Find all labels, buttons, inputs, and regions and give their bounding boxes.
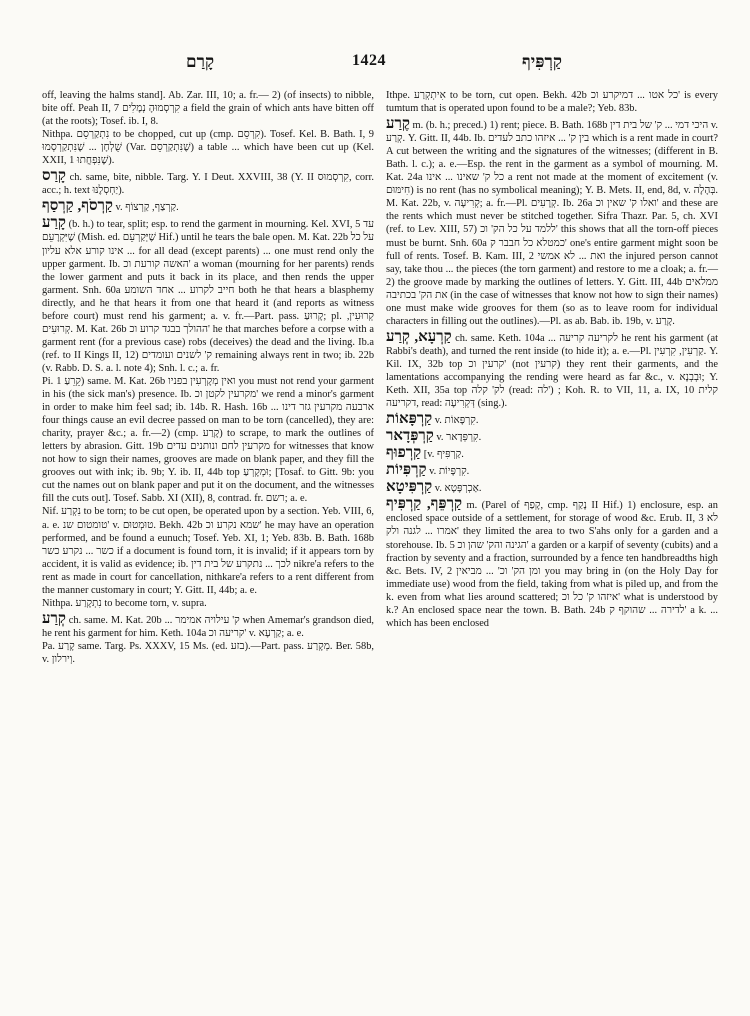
dictionary-entry [42, 611, 374, 640]
dictionary-entry [42, 168, 374, 197]
entry-definition: v. קִרְפָּאוֹת. [434, 415, 479, 427]
dictionary-entry [42, 198, 374, 214]
right-running-headword: קַרְפִּיף [522, 52, 562, 71]
entry-headword: קְרַע [42, 610, 66, 627]
entry-headword: קַרְפִּיוֹת [386, 462, 427, 479]
entry-definition: ch. same, bite, nibble. Targ. Y. I Deut. XXVIII, 38 (Y. II קִרְסְמוּס, corr. acc.; h. text יַחְסְלֶנּוּ). [42, 172, 374, 197]
ithpe-subentry: Ithpe. אִיתְקְרַע to be torn, cut open. Bekh. 42b כל אטו ... דמיקרע וכ' is every tumtum that is operated upon found to be a male?; Yeb. 83b. [386, 90, 718, 115]
dictionary-entry [386, 462, 718, 478]
pa-subentry: Pa. קָרַע same. Targ. Ps. XXXV, 15 Ms. (ed. בזע).—Part. pass. מְקָרַע. Ber. 58b, v. וְירלון. [42, 640, 374, 665]
entry-definition: v. קַרְצַף, קַרְצוֹף. [115, 202, 179, 214]
entry-headword: קַרְעָא, קְרַע [386, 328, 452, 345]
dictionary-entry [386, 445, 718, 461]
left-running-headword: קָרַם [186, 52, 215, 71]
dictionary-entry [42, 215, 374, 375]
entry-definition: v. קִרְפְּדָאר. [436, 432, 482, 444]
entry-headword: קַרְפְּדָאר [386, 428, 434, 445]
nithpa-subentry: Nithpa. נִתְקַרְסֵם to be chopped, cut up (cmp. קִרְסֵם). Tosef. Kel. B. Bath. I, 9 שֻׁלְחָן ... שֶׁנִּתְקַרְסְמוּ (Var. שֶׁנִּתְקַרְסֵם) a table ... which have been cut up (Kel. XXII, 1 שֶׁנִּפְחֲתוּ). [42, 129, 375, 167]
entry-headword: קַרְפוּף [386, 445, 422, 462]
entry-headword: קַרְפֵּף, קַרְפִּיף [386, 496, 462, 513]
nithpa-subentry: Nithpa. נִתְקָרַע to become torn, v. supra. [42, 597, 207, 609]
entry-definition: (b. h.) to tear, split; esp. to rend the garment in mourning. Kel. XVI, 5 עד שֶׁיִּקְרָעֵם (Mish. ed. שֶׁיְּקַרְעֵם Hif.) until he tears the bale open. M. Kat. 22b על כל ... אינו קורע אלא עליון for all dead (except parents) ... one must rend only the upper garment. Ib. האשה קורעת וכ' a woman (mourning for her parents) rends the lower garment and puts it back in its place, and then rends the upper garment. Snh. 60a חייב לקרוע ... אחד השומע both he that hears a blasphemy directly, and he that hears it from one that heard it (and reports as witness before court) must rend his garment; a. v. fr.—Part. pass. קָרוּעַ; pl. קְרוּעִין, קְרוּעִים. M. Kat. 26b ההולך בבגד קרוע וכ' he that marches before a corpse with a garment rent (for a previous case) robs (deceives) the dead and the living. Ib.a (ref. to II Kings II, 12) ק' לשנים ועומדים remaining always rent in two; ib. 22b (v. Rabb. D. S. a. l. note 4); Snh. l. c.; a. fr. [42, 219, 375, 374]
page-number: 1424 [352, 52, 386, 69]
dictionary-entry [386, 428, 718, 444]
continued-entry-text: off, leaving the halms stand]. Ab. Zar. III, 10; a. fr.— 2) (of insects) to nibble, bite off. Peah II, 7 קִרְסְמוּהָ נְמָלִים a field the grain of which ants have bitten off (at the roots); Tosef. ib. I, 8. [42, 90, 374, 128]
dictionary-entry [386, 479, 718, 495]
entry-headword: קֶרַע [386, 116, 410, 133]
entry-definition: [v. קַרְפִּיף. [423, 449, 464, 461]
entry-definition: m. (b. h.; preced.) 1) rent; piece. B. Bath. 168b היכי דמי ... ק' של בית דין v. קְרַע. Y. Gitt. II, 44b. Ib. בין ק' ... איזהו כתב לעדים which is a rent made in court? A cut between the writing and the signatures of the witnesses; (different in B. Bath. l. c.); a. e.—Esp. the rent in the garment as a symbol of mourning. M. Kat. 24a כל ק' שאינו ... אינו a rent not made at the moment of excitement (v. חִימּוּם) is no rent (has no symbolical meaning); Y. B. Mets. II, end, 8d, v. בְּהָלָה. M. Kat. 22b, v. קְרִיעָה; a. fr.—Pl. קְרָעִים. Ib. 26a ואלו ק' שאין וכ' and these are the rents which must never be stitched together. Sifra Thazr. Par. 5, ch. XVI (ref. to Lev. XIII, 57) ללמד על כל הק' וכ' this shows that all the torn-off pieces must be burnt. Snh. 60a כמטלא כל חבבר ק' one's entire garment might soon be full of rents. Tosef. B. Kam. III, 2 ואת ... לא אמשי the injured person cannot say, take thou ... the pieces (the torn garment) and restore to me a cloak; a. fr.—2) the groove made by marking the outlines of letters. Y. Gitt. III, 44b ממלאים את הק' בכתיבה (in the case of witnesses that know not how to sign their names) one must make wide grooves for them (so as to leave room for individual characters in filling out the outlines).—Pl. as ab. Bab. ib. 19b, v. קָרַע. [386, 120, 718, 327]
nif-subentry: Nif. נִקְרַע to be torn; to be cut open, be operated upon by a section. Yeb. VIII, 6, a. e. טומטום שנ' v. טוּמְטוּם. Bekh. 42b שמא נקרע וכ' he may have an operation performed, and be found a eunuch; Tosef. Yeb. XI, 1; Yeb. 83b. B. Bath. 168b כשר ... נקרע כשר if a document is found torn, it is invalid; if it appears torn by accident, it is valid as evidence; ib. לכך ... נתקרע של בית דין nikre'a refers to the rent as made in court for cancellation, nithkare'a refers to a rent different from the manner customary in court; Y. Gitt. II, 44b; a. e. [42, 506, 375, 596]
right-column [386, 89, 718, 630]
entry-definition: m. (Parel of קָפַף, cmp. נָקַף II Hif.) 1) enclosure, esp. an enclosed space outside of a settlement, for storage of wood &c. Erub. II, 3 לא אמרו ... לגנה ולק' they limited the area to two S'ahs only for a garden and a storehouse. Ib. 5 הגינה והק' שהן וכ' a garden or a karpif of seventy (cubits) and a fraction by seventy and a fraction, surrounded by a fence ten handbreadths high &c. Bets. IV, 2 ומן הק' וכ' ... מביאין you may bring in (on the Holy Day for immediate use) wood from the field, taking from what is piled up, and from the k. even from what lies around scattered; איזהו ק' כל וכ' what is understood by k.? An enclosed space near the town. B. Bath. 24b לדירה ... שהוקף ק' a k. ... which has been enclosed [386, 500, 718, 629]
entry-headword: קַרְפָּאוֹת [386, 411, 433, 428]
dictionary-entry [386, 329, 718, 410]
entry-headword: קַרְפִּיטָא [386, 479, 433, 496]
entry-headword: קָרַס [42, 168, 66, 185]
dictionary-entry [386, 411, 718, 427]
left-column [42, 89, 374, 666]
entry-definition: v. אַכְרְפָּטָא. [434, 483, 482, 495]
entry-definition: ch. same. Keth. 104a ... לקריעה קריעה he rent his garment (at Rabbi's death), and turned the rent inside (to hide it); a. e.—Pl. קַרְעִין, קִרְעִין. Y. Kil. IX, 32b top קרעין וכ' (not קרעין) they rent their garments, and the lamentations accompanying the rending were heard as far &c., v. וּבְבְנָא; Y. Keth. XII, 35a top לק' קלה (read: לה') ; Koh. R. to VII, 11, a. IX, 10 קלית דקריעה, read: דְּקְרִיעָה (sing.). [386, 332, 718, 410]
dictionary-entry [386, 496, 718, 629]
entry-headword: קָרַע [42, 215, 66, 232]
entry-headword: קַרְסֹף, קַרְסַף [42, 198, 113, 215]
entry-definition: ch. same. M. Kat. 20b ... ק' עילויה אמימר when Amemar's grandson died, he rent his garment for him. Keth. 104a קריעה וכ' v. קַרְעָא; a. e. [42, 614, 375, 639]
page-header [0, 44, 750, 74]
pi-subentry: Pi. קֵרֵעַ 1) same. M. Kat. 26b ואין מְקָרְעִין בפניו you must not rend your garment in his (the sick man's) presence. Ib. מקרעין לקטן וכ' we rend a minor's garment in order to make him feel sad; ib. 14b. R. Hash. 16b ... ארבעה מקרעין גזר דינו four things cause an evil decree passed on man to be torn (cancelled), they are: charity, prayer &c.; a. fr.—2) (cmp. קָרַע) to scrape, to mark the outlines of letters by abrasion. Gitt. 19b מקרעין לחם ונותנים עדים for witnesses that know not how to sign their names, grooves are made on blank paper, and they fill the grooves out with ink; ib. 9b; Y. ib. II, 44b top וּמְקָרְעַ; [Tosaf. to Gitt. 9b: you cut the names out on blank paper and put it on the document, and the witnesses fill the cuts out]. Tosef. Sabb. XI (XII), 8, contrad. fr. רשם; a. e. [42, 375, 375, 505]
entry-definition: v. קִרְפָּיוֹת. [429, 466, 470, 478]
dictionary-entry [386, 116, 718, 328]
